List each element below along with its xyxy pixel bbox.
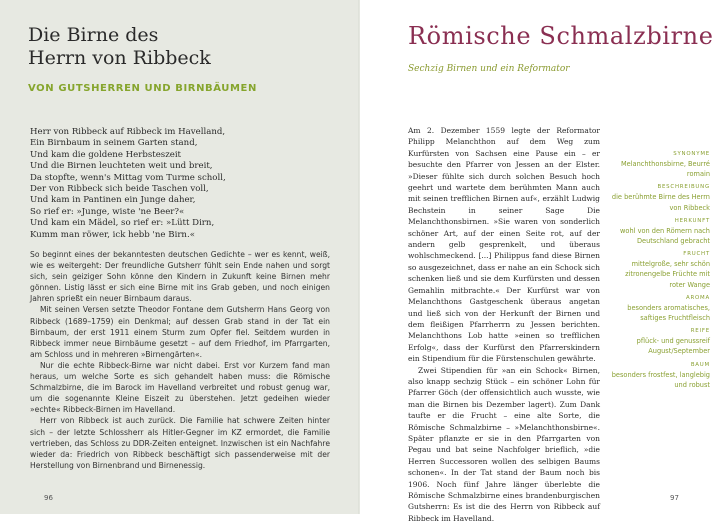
- info-value: besonders frostfest, langlebig und robust: [611, 370, 710, 389]
- left-page: [0, 0, 360, 514]
- poem-line: Da stopfte, wenn's Mittag vom Turme scholl,: [30, 172, 226, 183]
- left-page-body: [30, 249, 330, 471]
- info-block-beschreibung: [610, 183, 710, 212]
- poem-line: Der von Ribbeck sich beide Taschen voll,: [30, 184, 209, 195]
- info-label: FRUCHT: [683, 251, 710, 258]
- poem-line: Und die Birnen leuchteten weit und breit,: [30, 161, 213, 172]
- left-page-subtitle: VON GUTSHERREN UND BIRNBÄUMEN: [28, 83, 257, 94]
- left-page-title: [28, 24, 328, 70]
- body-paragraph: Am 2. Dezember 1559 legte der Reformator Philipp Melanchthon auf dem Weg zum Kurfürsten von Sachsen eine Pause ein – er besuchte den Pfarrer von Jessen an der Elster. »Dieser fühlte sich durch solchen Besuch hoch geehrt und wartete dem berühmten Mann auch mit seinen trefflichen Birnen auf«, erzählt Ludwig Bechstein in seiner Sage Die Melanchthonsbirnen. »Sie waren von sonderlich schöner Art, auf der einen Seite rot, auf der andern gelb gesprenkelt, und überaus wohlschmeckend. [...] Philippus fand diese Birnen so ausgezeichnet, dass er nahe an ein Schock sich schenken ließ und sie dem Kurfürsten und dessen Gemahlin mitbrachte.« Der Kurfürst war von Melanchthons Gastgeschenk überaus angetan und ließ sich von der Herkunft der Birnen und dem fleißigen Pfarrherrn zu Jessen berichten. Melanchthons Lob hatte »einen so trefflichen Erfolg«, dass der Kurfürst den Pfarrerskindern ein Stipendium für die Fürstenschulen gewährte.: [408, 126, 600, 364]
- page-number-right: 97: [670, 494, 679, 502]
- poem-line: Kumm man röwer, ick hebb 'ne Birn.«: [30, 229, 195, 240]
- info-value: mittelgroße, sehr schön zitronengelbe Früchte mit roter Wange: [625, 260, 710, 289]
- poem-line: Und kam die goldene Herbsteszeit: [30, 149, 182, 160]
- info-block-aroma: [610, 294, 710, 323]
- info-label: BAUM: [690, 361, 710, 368]
- right-page: [360, 0, 720, 523]
- right-page-title: Römische Schmalzbirne: [408, 22, 714, 50]
- info-label: REIFE: [690, 328, 710, 335]
- info-block-synonyme: [610, 150, 710, 179]
- right-page-subtitle: Sechzig Birnen und ein Reformator: [408, 64, 570, 74]
- info-value: wohl von den Römern nach Deutschland gebracht: [620, 226, 710, 246]
- body-paragraph: Zwei Stipendien für »an ein Schock« Birnen, also knapp sechzig Stück – ein schöner Lohn für Pfarrer Göch (der offensichtlich auch wusste, wie man die Birnen bis Dezember lagert). Zum Dank taufte er die Frucht – eine alte Sorte, die Römische Schmalzbirne – »Melanchthonsbirne«. Später pflanzte er sie in den Pfarrgarten von Pegau und bat seine Nachfolger brieflich, »die Herren Successoren wollen des selbigen Baums schonen«. In der Tat stand der Baum noch bis 1906. Noch fünf Jahre länger überlebte die Römische Schmalzbirne eines brandenburgischen Gutsherrn: Es ist die des Herrn von Ribbeck auf Ribbeck im Havelland.: [408, 365, 600, 523]
- poem-stanza: [30, 127, 340, 241]
- info-label: BESCHREIBUNG: [657, 184, 710, 191]
- info-label: HERKUNFT: [674, 217, 710, 224]
- info-block-herkunft: [610, 217, 710, 246]
- left-title-line-1: Die Birne des: [28, 24, 159, 46]
- body-paragraph: So beginnt eines der bekanntesten deutschen Gedichte – wer es kennt, weiß, wie es weitergeht: Der freundliche Gutsherr fühlt sein Ende nahen und sorgt sich, sein geiziger Sohn könne den Kindern in Zukunft keine Birnen mehr gönnen. Listig lässt er sich eine Birne mit ins Grab geben, und noch einigen Jahren sprießt ein neuer Birnbaum daraus.: [30, 250, 330, 304]
- info-value: pflück- und genussreif August/September: [636, 337, 710, 356]
- info-value: Melanchthonsbirne, Beurré romain: [620, 160, 710, 179]
- info-block-reife: [610, 327, 710, 356]
- poem-line: Und kam ein Mädel, so rief er: »Lütt Dirn,: [30, 218, 215, 229]
- variety-info-sidebar: [610, 150, 710, 390]
- poem-line: Und kam in Pantinen ein Junge daher,: [30, 195, 196, 206]
- right-page-body: [408, 125, 600, 524]
- info-block-frucht: [610, 250, 710, 290]
- info-block-baum: [610, 361, 710, 390]
- poem-line: Ein Birnbaum in seinem Garten stand,: [30, 138, 198, 149]
- info-value: die berühmte Birne des Herrn von Ribbeck: [611, 193, 710, 212]
- poem-line: Herr von Ribbeck auf Ribbeck im Havelland,: [30, 127, 226, 137]
- page-number-left: 96: [44, 494, 53, 502]
- body-paragraph: Herr von Ribbeck ist auch zurück. Die Familie hat schwere Zeiten hinter sich – der letzte Schlossherr als Hitler-Gegner im KZ ermordet, die Familie vertrieben, das Schloss zu DDR-Zeiten enteignet. Inzwischen ist ein Nachfahre wieder da: Friedrich von Ribbeck beschäftigt sich passenderweise mit der Herstellung von Birnenbrand und Birnenessig.: [30, 416, 330, 470]
- body-paragraph: Mit seinen Versen setzte Theodor Fontane dem Gutsherrn Hans Georg von Ribbeck (1689–1759) ein Denkmal; auf dessen Grab stand in der Tat ein Birnbaum, der erst 1911 einem Sturm zum Opfer fiel. Seitdem wurden in Ribbeck immer neue Birnbäume gesetzt – auf dem Friedhof, im Pfarrgarten, am Schloss und in mehreren »Birnengärten«.: [30, 305, 330, 359]
- poem-line: So rief er: »Junge, wiste 'ne Beer?«: [30, 206, 185, 217]
- info-label: SYNONYME: [673, 151, 710, 157]
- body-paragraph: Nur die echte Ribbeck-Birne war nicht dabei. Erst vor Kurzem fand man heraus, um welche Sorte es sich gehandelt haben muss: die Römische Schmalzbirne, die im Barock im Havelland verbreitet und robust genug war, um die sogenannte Kleine Eiszeit zu überstehen. Jetzt gedeihen wieder »echte« Ribbeck-Birnen im Havelland.: [30, 360, 330, 415]
- info-label: AROMA: [685, 294, 710, 301]
- left-title-line-2: Herrn von Ribbeck: [28, 47, 211, 69]
- info-value: besonders aromatisches, saftiges Fruchtfleisch: [627, 303, 710, 323]
